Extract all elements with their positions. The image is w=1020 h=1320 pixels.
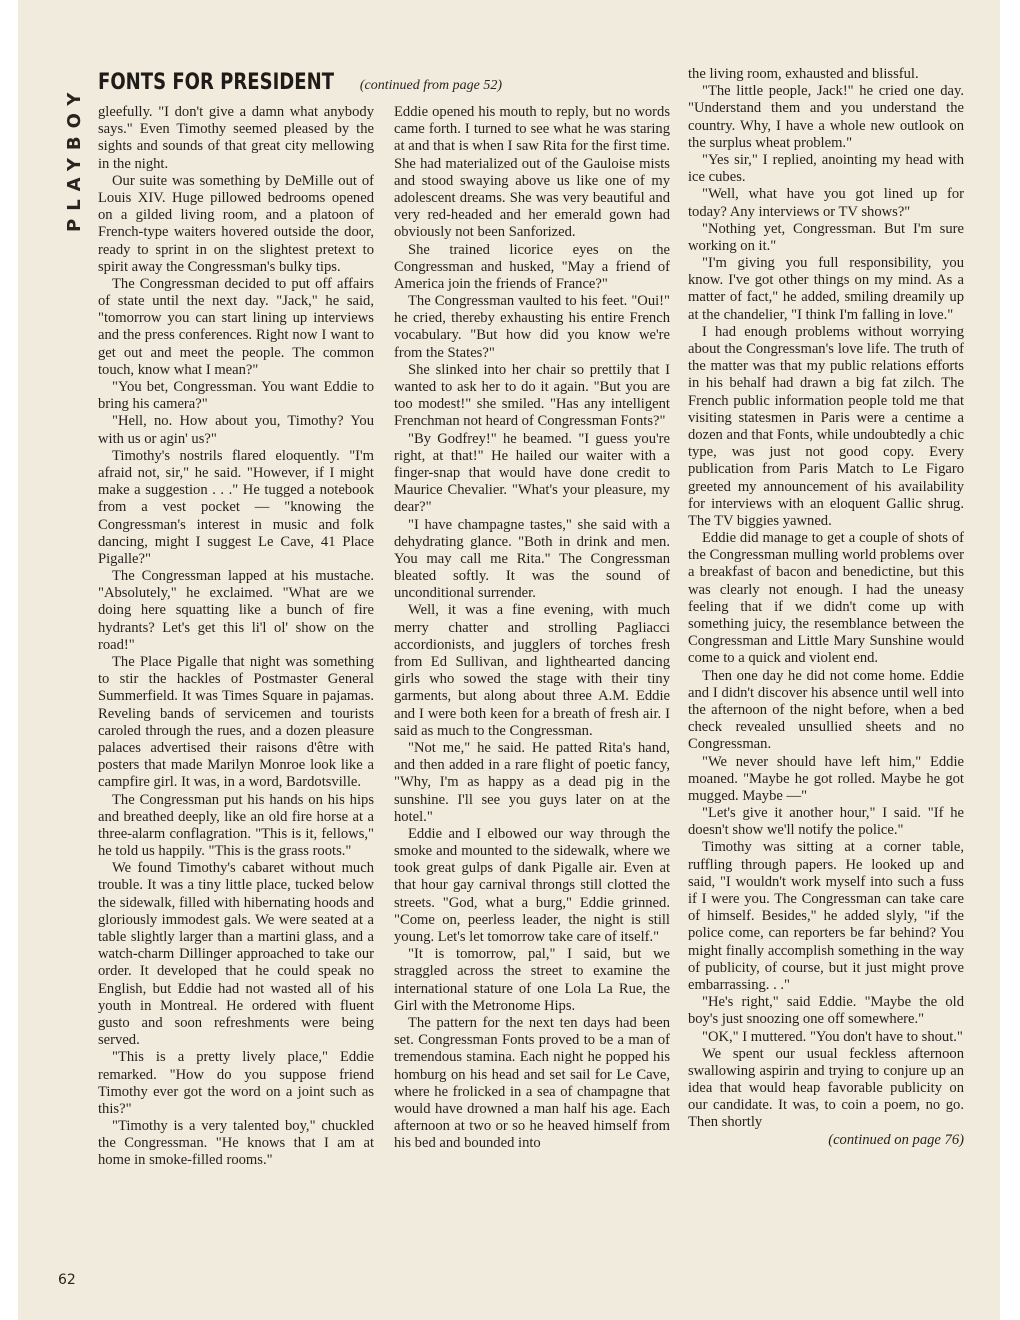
magazine-name-vertical: PLAYBOY (64, 84, 85, 232)
paragraph: She slinked into her chair so prettily that I wanted to ask her to do it again. "But you are too modest!" she smiled. "Has any intelligent Frenchman not heard of Congressman Fonts?" (394, 361, 670, 430)
paragraph: Well, it was a fine evening, with much merry chatter and strolling Pagliacci accordionists, and jugglers of torches fresh from Ed Sullivan, and lighthearted dancing girls who sowed the stage with their tiny garments, but along about three A.M. Eddie and I were both keen for a breath of fresh air. I said as much to the Congressman. (394, 602, 670, 739)
paragraph: Eddie did manage to get a couple of shots of the Congressman mulling world problems over a breakfast of bacon and benedictine, but this was clearly not enough. I had the uneasy feeling that if we didn't come up with something juicy, the resemblance between the Congressman and Little Mary Sunshine would come to a quick and violent end. (688, 530, 964, 667)
paragraph: We spent our usual feckless afternoon swallowing aspirin and trying to conjure up an idea that would heap favorable publicity on our candidate. It was, to coin a poem, no go. Then shortly (688, 1045, 964, 1131)
paragraph: "Hell, no. How about you, Timothy? You with us or agin' us?" (98, 413, 374, 447)
paragraph: I had enough problems without worrying about the Congressman's love life. The truth of the matter was that my public relations efforts in his behalf had drawn a big fat zilch. The French public information people told me that visiting statesmen in Paris were a centime a dozen and that Fonts, while undoubtedly a chic type, was just not good copy. Every publication from Paris Match to Le Figaro greeted my announcement of his availability for interviews with an eloquent Gallic shrug. The TV biggies yawned. (688, 323, 964, 529)
paragraph: Timothy's nostrils flared eloquently. "I'm afraid not, sir," he said. "However, if I might make a suggestion . . ." He tugged a notebook from a vest pocket — "knowing the Congressman's interest in music and folk dancing, might I suggest Le Cave, 41 Place Pigalle?" (98, 447, 374, 567)
magazine-page (18, 0, 1000, 1320)
paragraph: The Congressman decided to put off affairs of state until the next day. "Jack," he said, "tomorrow you can start lining up interviews and the press conferences. Right now I want to get out and meet the people. The common touch, know what I mean?" (98, 275, 374, 378)
paragraph: "By Godfrey!" he beamed. "I guess you're right, at that!" He hailed our waiter with a finger-snap that would have done credit to Maurice Chevalier. "What's your pleasure, my dear?" (394, 430, 670, 516)
paragraph: Eddie and I elbowed our way through the smoke and mounted to the sidewalk, where we took great gulps of dank Pigalle air. Even at that hour gay carnival throngs still clotted the streets. "God, what a burg," Eddie grinned. "Come on, peerless leader, the night is still young. Let's let tomorrow take care of itself." (394, 825, 670, 945)
text-column-2 (394, 104, 670, 1152)
paragraph: "It is tomorrow, pal," I said, but we straggled across the street to examine the international stature of one Lola La Rue, the Girl with the Metronome Hips. (394, 946, 670, 1014)
paragraph: "Well, what have you got lined up for today? Any interviews or TV shows?" (688, 186, 964, 220)
paragraph: The pattern for the next ten days had been set. Congressman Fonts proved to be a man of tremendous stamina. Each night he popped his homburg on his head and set sail for Le Cave, where he frolicked in a sea of champagne that would have drowned a man half his age. Each afternoon at two or so he heaved himself from his bed and bounded into (394, 1014, 670, 1152)
paragraph: The Congressman lapped at his mustache. "Absolutely," he exclaimed. "What are we doing here squatting like a bunch of fire hydrants? Let's get this li'l ol' show on the road!" (98, 568, 374, 653)
paragraph: The Congressman vaulted to his feet. "Oui!" he cried, thereby exhausting his entire French vocabulary. "But how did you know we're from the States?" (394, 293, 670, 361)
paragraph: Then one day he did not come home. Eddie and I didn't discover his absence until well into the afternoon of the night before, when a bed check revealed unsullied sheets and no Congressman. (688, 667, 964, 753)
paragraph: "Yes sir," I replied, anointing my head with ice cubes. (688, 151, 964, 186)
paragraph: "He's right," said Eddie. "Maybe the old boy's just snoozing one off somewhere." (688, 994, 964, 1028)
paragraph: "I'm giving you full responsibility, you know. I've got other things on my mind. As a matter of fact," he added, smiling dreamily up at the chandelier, "I think I'm falling in love." (688, 255, 964, 323)
continued-on-note: (continued on page 76) (828, 1131, 964, 1148)
article-title: FONTS FOR PRESIDENT (98, 70, 335, 95)
paragraph: gleefully. "I don't give a damn what anybody says." Even Timothy seemed pleased by the sights and sounds of that great city mellowing in the night. (98, 104, 374, 172)
paragraph: "Let's give it another hour," I said. "If he doesn't show we'll notify the police." (688, 805, 964, 839)
paragraph: "I have champagne tastes," she said with a dehydrating glance. "Both in drink and men. You may call me Rita." The Congressman bleated softly. It was the sound of unconditional surrender. (394, 516, 670, 602)
page-number: 62 (58, 1272, 76, 1288)
paragraph: "The little people, Jack!" he cried one day. "Understand them and you understand the country. Why, I have a whole new outlook on the surplus wheat problem." (688, 83, 964, 151)
paragraph: "Timothy is a very talented boy," chuckled the Congressman. "He knows that I am at home in smoke-filled rooms." (98, 1118, 374, 1169)
paragraph: She trained licorice eyes on the Congressman and husked, "May a friend of America join the friends of France?" (394, 241, 670, 292)
paragraph: "Not me," he said. He patted Rita's hand, and then added in a rare flight of poetic fancy, "Why, I'm as happy as a dead pig in the sunshine. I'll see you guys later on at the hotel." (394, 739, 670, 825)
paragraph: "OK," I muttered. "You don't have to shout." (702, 1028, 963, 1045)
paragraph: Timothy was sitting at a corner table, ruffling through papers. He looked up and said, "I wouldn't work myself into such a fuss if I were you. The Congressman can take care of himself. Besides," he added slyly, "if the police come, can reporters be far behind? You might finally accomplish something in the way of publicity, of course, but it just might prove embarrassing. . ." (688, 839, 964, 993)
paragraph: the living room, exhausted and blissful. (688, 66, 919, 82)
text-column-1 (98, 104, 374, 1170)
paragraph: We found Timothy's cabaret without much trouble. It was a tiny little place, tucked below the sidewalk, filled with hibernating hoods and gloriously immodest gals. We were seated at a table slightly larger than a martini glass, and a watch-charm Dillinger approached to take our order. It developed that he could speak no English, but Eddie had not wasted all of his youth in Montreal. He ordered with fluent gusto and soon refreshments were being served. (98, 860, 374, 1049)
paragraph: Our suite was something by DeMille out of Louis XIV. Huge pillowed bedrooms opened on a gilded living room, and a platoon of French-type waiters hovered outside the door, ready to sprint in on the slightest pretext to spirit away the Congressman's bulky tips. (98, 172, 374, 275)
paragraph: The Place Pigalle that night was something to stir the hackles of Postmaster General Summerfield. It was Times Square in pajamas. Reveling bands of servicemen and tourists caroled through the rues, and a dozen pleasure palaces advertised their raisons d'être with posters that made Marilyn Monroe look like a campfire girl. It was, in a word, Bardotsville. (98, 654, 374, 791)
text-column-3 (688, 66, 964, 1149)
continued-from-note: (continued from page 52) (359, 78, 503, 93)
paragraph: "Nothing yet, Congressman. But I'm sure working on it." (688, 220, 964, 254)
paragraph: "This is a pretty lively place," Eddie remarked. "How do you suppose friend Timothy ever got the word on a joint such as this?" (98, 1049, 374, 1117)
paragraph: "You bet, Congressman. You want Eddie to bring his camera?" (98, 379, 374, 413)
paragraph: The Congressman put his hands on his hips and breathed deeply, like an old fire horse at a three-alarm conflagration. "This is it, fellows," he told us happily. "This is the grass roots." (98, 791, 374, 860)
article-headline (98, 70, 502, 104)
paragraph: Eddie opened his mouth to reply, but no words came forth. I turned to see what he was staring at and that is when I saw Rita for the first time. She had materialized out of the Gauloise mists and stood swaying above us like one of my adolescent dreams. She was very beautiful and very red-headed and her emerald gown had obviously not been Sanforized. (394, 104, 670, 241)
paragraph: "We never should have left him," Eddie moaned. "Maybe he got rolled. Maybe he got mugged. Maybe —" (688, 753, 964, 804)
